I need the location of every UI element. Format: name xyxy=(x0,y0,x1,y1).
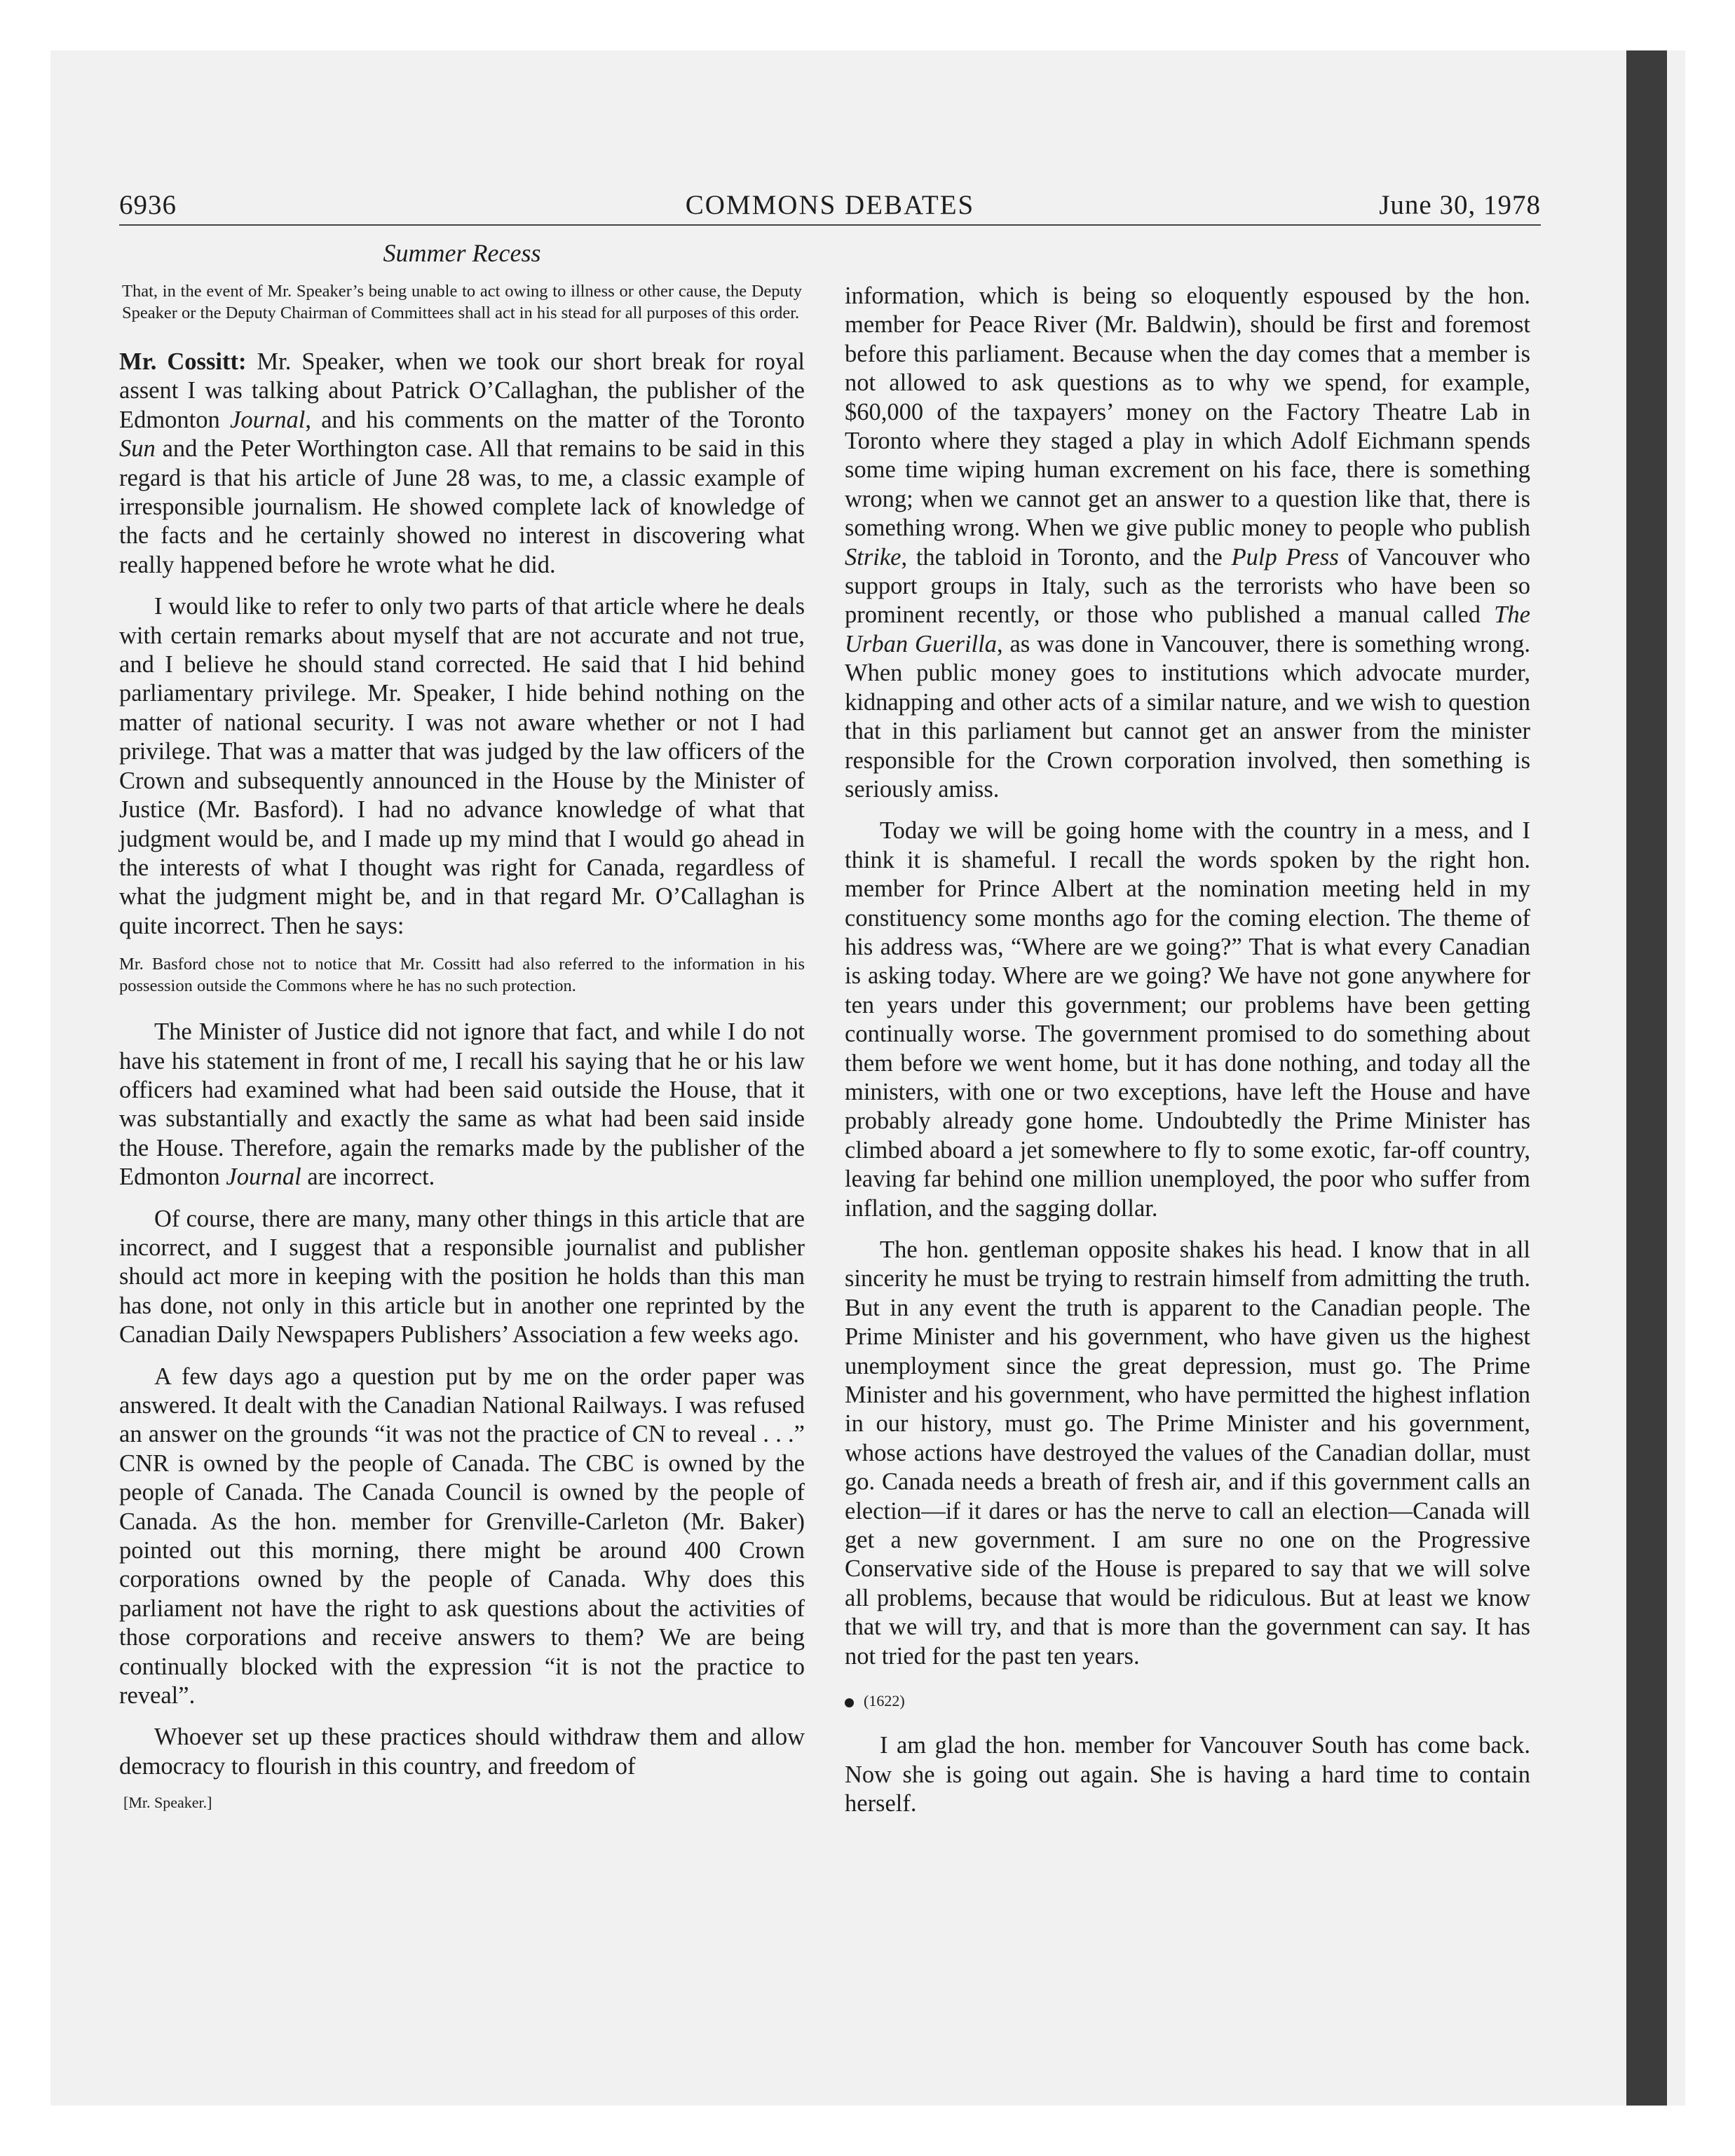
speaker-tag: [Mr. Speaker.] xyxy=(123,1794,212,1812)
page-edge-shadow xyxy=(1626,50,1667,2106)
paragraph: information, which is being so eloquently espoused by the hon. member for Peace River (Mr. Baldwin), should be first and foremost before this parliament. Because when the day comes that a member is not allowed to ask questions as to why we spend, for example, $60,000 of the taxpayers’ money on the Factory Theatre Lab in Toronto where they staged a play in which Adolf Eichmann spends some time wiping human excrement on his face, there is something wrong; when we cannot get an answer to a question like that, there is something wrong. When we give public money to people who publish Strike, the tabloid in Toronto, and the Pulp Press of Vancouver who support groups in Italy, such as the terrorists who have been so prominent recently, or those who published a manual called The Urban Guerilla, as was done in Vancouver, there is something wrong. When public money goes to institutions which advocate murder, kidnapping and other acts of a similar nature, and we wish to question that in this parliament but cannot get an answer from the minister responsible for the Crown corporation involved, then something is seriously amiss. xyxy=(845,282,1530,803)
paragraph: The hon. gentleman opposite shakes his head. I know that in all sincerity he must be trying to restrain himself from admitting the truth. But in any event the truth is apparent to the Canadian people. The Prime Minister and his government, who have given us the highest unemployment since the great depression, must go. The Prime Minister and his government, who have permitted the highest inflation in our history, must go. The Prime Minister and his government, whose actions have destroyed the values of the Canadian dollar, must go. Canada needs a breath of fresh air, and if this government calls an election—if it dares or has the nerve to call an election—Canada will get a new government. I am sure no one on the Progressive Conservative side of the House is prepared to say that we will solve all problems, because that would be ridiculous. But at least we know that we will try, and that is more than the government can say. It has not tried for the past ten years. xyxy=(845,1236,1530,1670)
timestamp: (1622) xyxy=(845,1692,1530,1710)
paragraph: Whoever set up these practices should withdraw them and allow democracy to flourish in this country, and freedom of xyxy=(119,1724,805,1780)
bullet-icon xyxy=(845,1698,854,1707)
paragraph: I would like to refer to only two parts of that article where he deals with certain remarks about myself that are not accurate and not true, and I believe he should stand corrected. He said that I hid behind parliamentary privilege. Mr. Speaker, I hide behind nothing on the matter of national security. I was not aware whether or not I had privilege. That was a matter that was judged by the law officers of the Crown and subsequently announced in the House by the Minister of Justice (Mr. Basford). I had no advance knowledge of what that judgment would be, and I made up my mind that I would go ahead in the interests of what I thought was right for Canada, regardless of what the judgment might be, and in that regard Mr. O’Callaghan is quite incorrect. Then he says: xyxy=(119,593,805,939)
header-rule xyxy=(119,224,1541,226)
paragraph: I am glad the hon. member for Vancouver South has come back. Now she is going out again. She is having a hard time to contain herself. xyxy=(845,1732,1530,1817)
block-quote: Mr. Basford chose not to notice that Mr. Cossitt had also referred to the information in his possession outside the Commons where he has no such protection. xyxy=(119,955,805,996)
speaker-name: Mr. Cossitt: xyxy=(119,348,247,375)
paragraph: Today we will be going home with the country in a mess, and I think it is shameful. I recall the words spoken by the right hon. member for Prince Albert at the nomination meeting held in my constituency some months ago for the coming election. The theme of his address was, “Where are we going?” That is what every Canadian is asking today. Where are we going? We have not gone anywhere for ten years under this government; our problems have been getting continually worse. The government promised to do something about them before we went home, but it has done nothing, and today all the ministers, with one or two exceptions, have left the House and have probably already gone home. Undoubtedly the Prime Minister has climbed aboard a jet somewhere to fly to some exotic, far-off country, leaving far behind one million unemployed, the poor who suffer from inflation, and the sagging dollar. xyxy=(845,817,1530,1222)
section-title: Summer Recess xyxy=(383,239,541,267)
publication-title: COMMONS DEBATES xyxy=(685,190,975,220)
page-header xyxy=(119,189,1541,223)
paragraph: The Minister of Justice did not ignore that fact, and while I do not have his statement in front of me, I recall his saying that he or his law officers had examined what had been said outside the House, that it was substantially and exactly the same as what had been said inside the House. Therefore, again the remarks made by the publisher of the Edmonton Journal are incorrect. xyxy=(119,1018,805,1191)
left-column xyxy=(119,238,805,1812)
page-number: 6936 xyxy=(119,190,177,220)
motion-text: That, in the event of Mr. Speaker’s being unable to act owing to illness or other cause, the Deputy Speaker or the Deputy Chairman of Committees shall act in his stead for all purposes of this order. xyxy=(122,282,802,322)
page-date: June 30, 1978 xyxy=(1379,190,1541,220)
paragraph: A few days ago a question put by me on the order paper was answered. It dealt with the Canadian National Railways. I was refused an answer on the grounds “it was not the practice of CN to reveal . . .” CNR is owned by the people of Canada. The CBC is owned by the people of Canada. The Canada Council is owned by the people of Canada. As the hon. member for Grenville-Carleton (Mr. Baker) pointed out this morning, there might be around 400 Crown corporations owned by the people of Canada. Why does this parliament not have the right to ask questions about the activities of those corporations and receive answers to them? We are being continually blocked with the expression “it is not the practice to reveal”. xyxy=(119,1363,805,1710)
right-column xyxy=(845,282,1530,1831)
paragraph: Of course, there are many, many other things in this article that are incorrect, and I suggest that a responsible journalist and publisher should act more in keeping with the position he holds than this man has done, not only in this article but in another one reprinted by the Canadian Daily Newspapers Publishers’ Association a few weeks ago. xyxy=(119,1205,805,1349)
paragraph: Mr. Cossitt: Mr. Speaker, when we took our short break for royal assent I was talking about Patrick O’Callaghan, the publisher of the Edmonton Journal, and his comments on the matter of the Toronto Sun and the Peter Worthington case. All that remains to be said in this regard is that his article of June 28 was, to me, a classic example of irresponsible journalism. He showed complete lack of knowledge of the facts and he certainly showed no interest in discovering what really happened before he wrote what he did. xyxy=(119,348,805,578)
